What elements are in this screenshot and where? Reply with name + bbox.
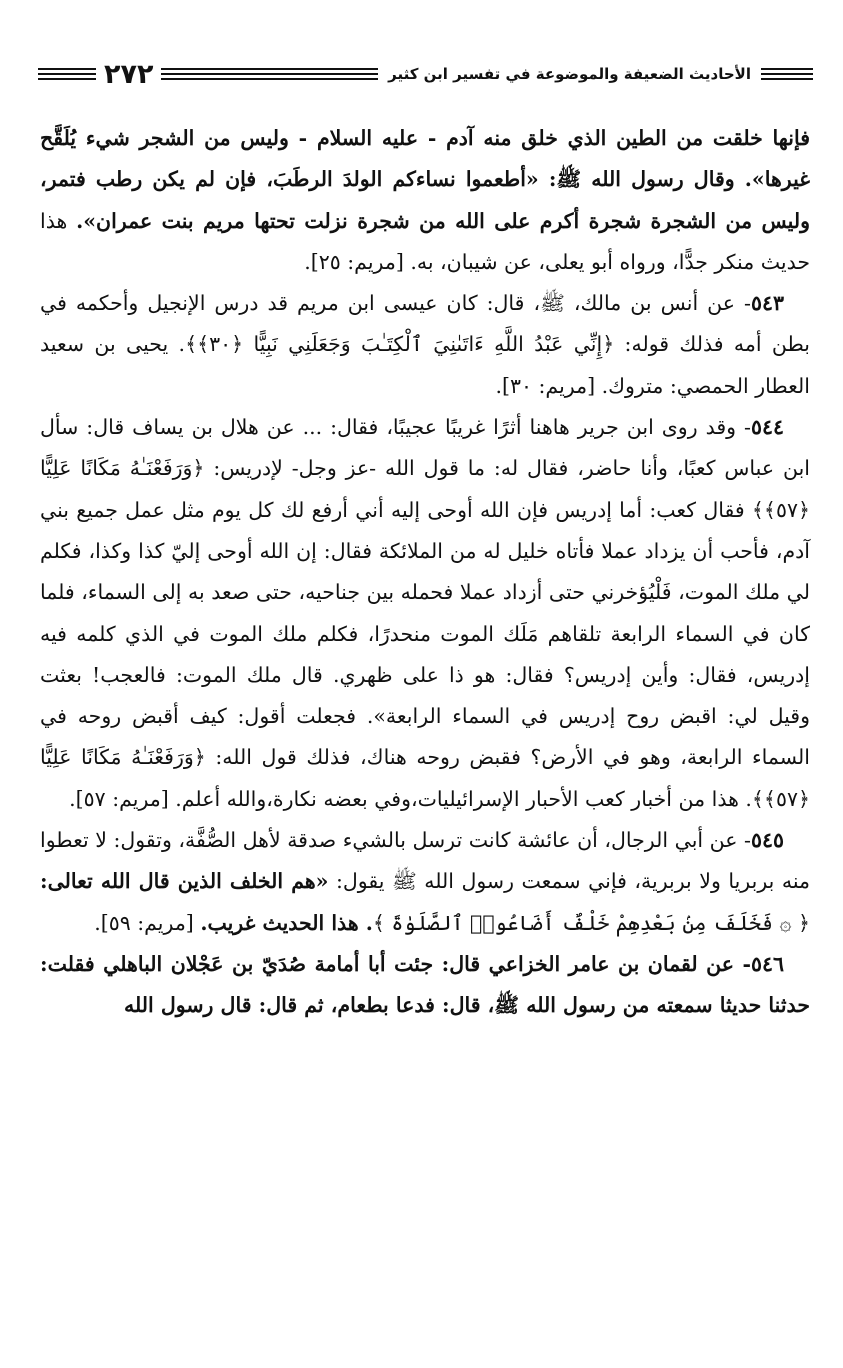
hadith-number: ٥٤٣ bbox=[750, 291, 784, 316]
hadith-546 bbox=[40, 944, 810, 1027]
hadith-text: . يحيى بن سعيد العطار الحمصي: متروك. [مريم: ٣٠]. bbox=[40, 332, 810, 398]
quran-verse: ﴿وَرَفَعْنَـٰهُ مَكَانًا عَلِيًّا ﴿٥٧﴾﴾ bbox=[40, 745, 810, 811]
hadith-text: - وقد روى ابن جرير هاهنا أثرًا غريبًا عجيبًا، فقال: ... عن هلال بن يساف قال: سأل ابن عباس كعبًا، وأنا حاضر، فقال له: ما قول الله -عز وجل- لإدريس: bbox=[40, 415, 810, 481]
hadith-text: . هذا من أخبار كعب الأحبار الإسرائيليات،وفي بعضه نكارة،والله أعلم. [مريم: ٥٧]. bbox=[69, 786, 752, 811]
hadith-545 bbox=[40, 820, 810, 944]
page-body bbox=[40, 118, 810, 1027]
header-rule-right bbox=[38, 67, 96, 82]
quran-verse: ﴿وَرَفَعْنَـٰهُ مَكَانًا عَلِيًّا ﴿٥٧﴾﴾ bbox=[40, 456, 810, 522]
running-title: الأحاديث الضعيفة والموضوعة في تفسير ابن كثير bbox=[388, 65, 751, 83]
hadith-bold-text: - عن لقمان بن عامر الخزاعي قال: جئت أبا أمامة صُدَيّ بن عَجْلان الباهلي فقلت: حدثنا حديثا سمعته من رسول الله ﷺ، قال: فدعا بطعام، ثم قال: قال رسول الله bbox=[40, 951, 810, 1018]
hadith-543 bbox=[40, 283, 810, 407]
hadith-text: فقال كعب: أما إدريس فإن الله أوحى إليه أني أرفع لك كل يوم مثل عمل جميع بني آدم، فأحب أن يزداد عملا فأتاه خليل له من الملائكة فقال: إن الله أوحى إليّ كذا وكذا، فكلم لي ملك الموت، فَلْيُؤخرني حتى أزداد عملا فحمله بين جناحيه، حتى صعد به إلى السماء، فلما كان في السماء الرابعة تلقاهم مَلَك الموت منحدرًا، فكلم ملك الموت في الذي كلمه فيه إدريس، فقال: وأين إدريس؟ فقال: هو ذا على ظهري. قال ملك الموت: فالعجب! بعثت وقيل لي: اقبض روح إدريس في السماء الرابعة». فجعلت أقول: كيف أقبض روحه في السماء الرابعة، وهو في الأرض؟ فقبض روحه هناك، فذلك قول الله: bbox=[40, 497, 810, 770]
hadith-bold-text: . هذا الحديث غريب. bbox=[200, 910, 373, 935]
hadith-number: ٥٤٦ bbox=[750, 951, 784, 976]
paragraph-text: هذا حديث منكر جدًّا، ورواه أبو يعلى، عن شيبان، به. [مريم: ٢٥]. bbox=[40, 208, 810, 274]
hadith-text: - عن أنس بن مالك، ﷺ، قال: كان عيسى ابن مريم قد درس الإنجيل وأحكمه في بطن أمه فذلك قوله: bbox=[40, 291, 810, 357]
hadith-text: - عن أبي الرجال، أن عائشة كانت ترسل بالشيء صدقة لأهل الصُّفَّة، وتقول: لا تعطوا منه بربريا ولا بربرية، فإني سمعت رسول الله ﷺ يقول: bbox=[40, 828, 810, 894]
header-rule-middle bbox=[161, 67, 378, 82]
page-header bbox=[38, 56, 813, 92]
hadith-number: ٥٤٥ bbox=[750, 828, 784, 853]
hadith-number: ٥٤٤ bbox=[750, 415, 784, 440]
page-number: ٢٧٢ bbox=[104, 58, 154, 90]
hadith-544 bbox=[40, 407, 810, 820]
hadith-bold-text: «هم الخلف الذين قال الله تعالى: bbox=[40, 869, 329, 894]
quran-verse: ﴿ ۞ فَخَلَفَ مِنۢ بَعْدِهِمْ خَلْفٌ أَضَاعُوا۟ ٱلصَّلَوٰةَ ﴾ bbox=[372, 910, 810, 935]
paragraph-bold-text: فإنها خلقت من الطين الذي خلق منه آدم - عليه السلام - وليس من الشجر شيء يُلَقَّح غيرها». وقال رسول الله ﷺ: «أطعموا نساءكم الولدَ الرطَبَ، فإن لم يكن رطب فتمر، وليس من الشجرة شجرة أكرم على الله من شجرة نزلت تحتها مريم بنت عمران». bbox=[40, 126, 810, 233]
hadith-text: [مريم: ٥٩]. bbox=[94, 910, 201, 935]
header-rule-left bbox=[761, 67, 813, 82]
paragraph-continuation bbox=[40, 118, 810, 283]
quran-verse: ﴿إِنِّي عَبْدُ اللَّهِ ءَاتَىٰنِيَ ٱلْكِتَـٰبَ وَجَعَلَنِي نَبِيًّا ﴿٣٠﴾﴾ bbox=[185, 332, 615, 357]
